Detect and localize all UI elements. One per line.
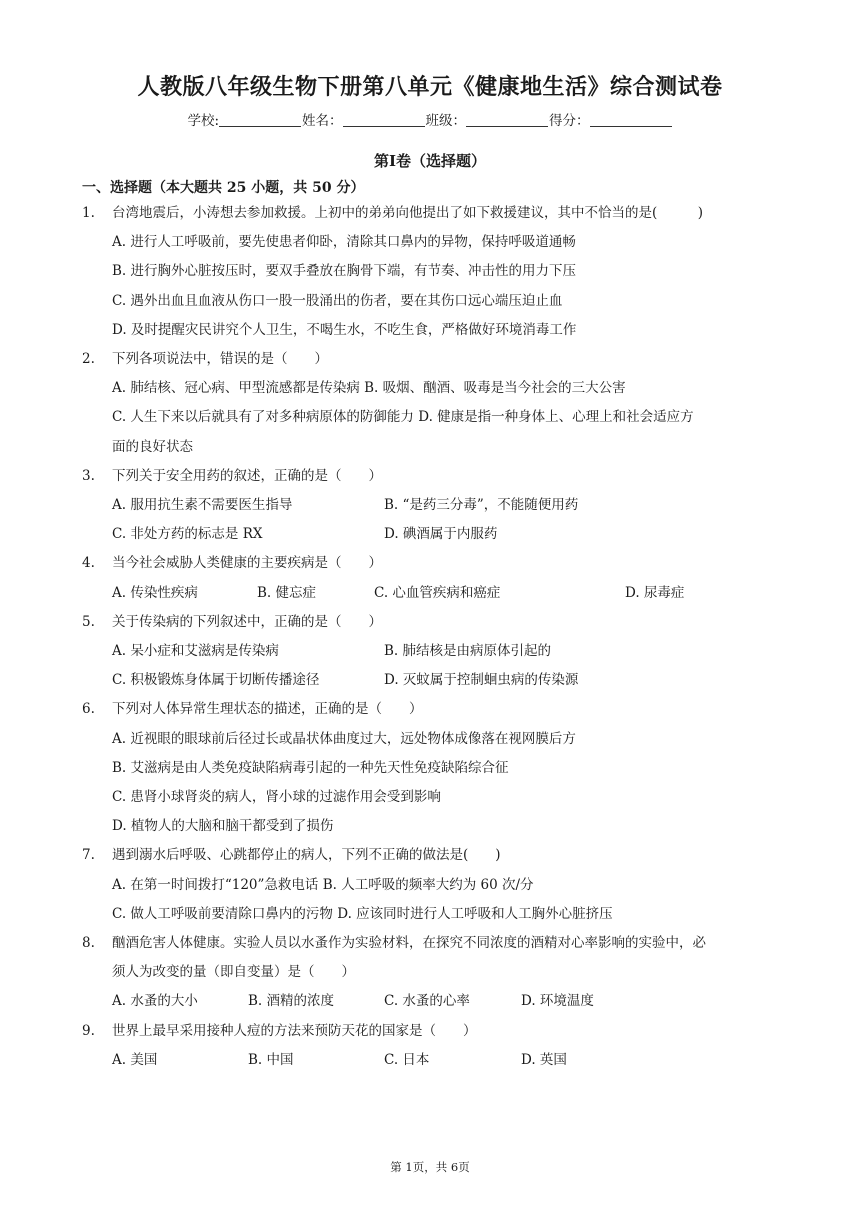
school-blank[interactable] (219, 114, 301, 127)
options-cd: C. 人生下来以后就具有了对多种病原体的防御能力 D. 健康是指一种身体上、心理上和社会适应方 (112, 409, 694, 426)
question-3 (82, 462, 782, 550)
option-c: C. 心血管疾病和癌症 (374, 584, 501, 601)
option-d: D. 尿毒症 (625, 584, 685, 601)
class-blank[interactable] (466, 114, 548, 127)
option-d: D. 英国 (521, 1051, 567, 1068)
question-number: 6. (82, 701, 95, 718)
school-label: 学校: (187, 113, 220, 129)
question-stem: 关于传染病的下列叙述中，正确的是（ ） (112, 613, 382, 630)
score-blank[interactable] (590, 114, 672, 127)
option-c: C. 患肾小球肾炎的病人，肾小球的过滤作用会受到影响 (112, 789, 441, 806)
option-b: B. “是药三分毒”，不能随便用药 (384, 497, 579, 514)
option-b: B. 酒精的浓度 (248, 993, 335, 1010)
option-a: A. 进行人工呼吸前，要先使患者仰卧，清除其口鼻内的异物，保持呼吸道通畅 (112, 234, 576, 251)
option-a: A. 美国 (112, 1051, 158, 1068)
option-c: C. 遇外出血且血液从伤口一股一股涌出的伤者，要在其伤口远心端压迫止血 (112, 292, 563, 309)
option-b: B. 艾滋病是由人类免疫缺陷病毒引起的一种先天性免疫缺陷综合征 (112, 759, 509, 776)
option-a: A. 传染性疾病 (112, 584, 198, 601)
question-number: 1. (82, 205, 95, 221)
name-blank[interactable] (343, 114, 425, 127)
question-stem: 酗酒危害人体健康。实验人员以水蚤作为实验材料，在探究不同浓度的酒精对心率影响的实验中，必 (112, 935, 706, 952)
question-number: 7. (82, 847, 95, 864)
question-list (82, 199, 782, 1075)
question-stem: 遇到溺水后呼吸、心跳都停止的病人，下列不正确的做法是( ) (112, 847, 501, 864)
options-ab: A. 肺结核、冠心病、甲型流感都是传染病 B. 吸烟、酗酒、吸毒是当今社会的三大公害 (112, 380, 626, 397)
option-d: D. 及时提醒灾民讲究个人卫生，不喝生水，不吃生食，严格做好环境消毒工作 (112, 321, 577, 338)
class-label: 班级： (425, 113, 467, 129)
name-label: 姓名： (302, 113, 343, 129)
option-b: B. 中国 (248, 1051, 294, 1068)
score-label: 得分： (549, 113, 590, 129)
option-d: D. 植物人的大脑和脑干都受到了损伤 (112, 818, 334, 835)
option-a: A. 近视眼的眼球前后径过长或晶状体曲度过大，远处物体成像落在视网膜后方 (112, 730, 576, 747)
question-5 (82, 608, 782, 696)
question-number: 9. (82, 1022, 95, 1039)
question-9 (82, 1017, 782, 1075)
question-4 (82, 549, 782, 607)
question-number: 5. (82, 613, 95, 630)
question-stem: 当今社会威胁人类健康的主要疾病是（ ） (112, 555, 382, 572)
question-number: 2. (82, 351, 95, 368)
exam-title: 人教版八年级生物下册第八单元《健康地生活》综合测试卷 (137, 74, 723, 100)
option-c: C. 水蚤的心率 (384, 993, 470, 1010)
page-footer: 第 1页，共 6页 (390, 1160, 470, 1174)
question-stem: 下列对人体异常生理状态的描述，正确的是（ ） (112, 701, 423, 718)
question-stem: 下列关于安全用药的叙述，正确的是（ ） (112, 467, 382, 484)
options-cd-continued: 面的良好状态 (112, 438, 193, 455)
options-cd: C. 做人工呼吸前要清除口鼻内的污物 D. 应该同时进行人工呼吸和人工胸外心脏挤压 (112, 905, 613, 922)
option-d: D. 环境温度 (521, 993, 594, 1010)
option-c: C. 积极锻炼身体属于切断传播途径 (112, 672, 320, 689)
option-c: C. 非处方药的标志是 RX (112, 526, 263, 543)
option-b: B. 肺结核是由病原体引起的 (384, 643, 552, 660)
option-a: A. 水蚤的大小 (112, 993, 198, 1010)
question-stem: 世界上最早采用接种人痘的方法来预防天花的国家是（ ） (112, 1022, 477, 1039)
option-d: D. 灭蚊属于控制蛔虫病的传染源 (384, 672, 579, 689)
question-1 (82, 199, 782, 345)
option-a: A. 呆小症和艾滋病是传染病 (112, 643, 279, 660)
question-number: 8. (82, 935, 95, 952)
question-stem: 下列各项说法中，错误的是（ ） (112, 351, 328, 368)
question-number: 4. (82, 555, 95, 572)
section-heading: 一、选择题（本大题共 25 小题，共 50 分） (82, 180, 365, 196)
option-c: C. 日本 (384, 1051, 430, 1068)
student-info-line (0, 109, 860, 129)
question-stem-continued: 须人为改变的量（即自变量）是（ ） (112, 964, 355, 981)
question-6 (82, 695, 782, 841)
part-heading: 第Ⅰ卷（选择题） (373, 152, 487, 170)
option-d: D. 碘酒属于内服药 (384, 526, 498, 543)
options-ab: A. 在第一时间拨打“120”急救电话 B. 人工呼吸的频率大约为 60 次/分 (112, 876, 534, 893)
question-stem: 台湾地震后，小涛想去参加救援。上初中的弟弟向他提出了如下救援建议，其中不恰当的是( ) (112, 205, 704, 221)
question-7 (82, 841, 782, 929)
question-number: 3. (82, 467, 95, 484)
question-2 (82, 345, 782, 462)
option-b: B. 进行胸外心脏按压时，要双手叠放在胸骨下端，有节奏、冲击性的用力下压 (112, 263, 577, 280)
option-a: A. 服用抗生素不需要医生指导 (112, 497, 293, 514)
question-8 (82, 929, 782, 1017)
option-b: B. 健忘症 (257, 584, 317, 601)
